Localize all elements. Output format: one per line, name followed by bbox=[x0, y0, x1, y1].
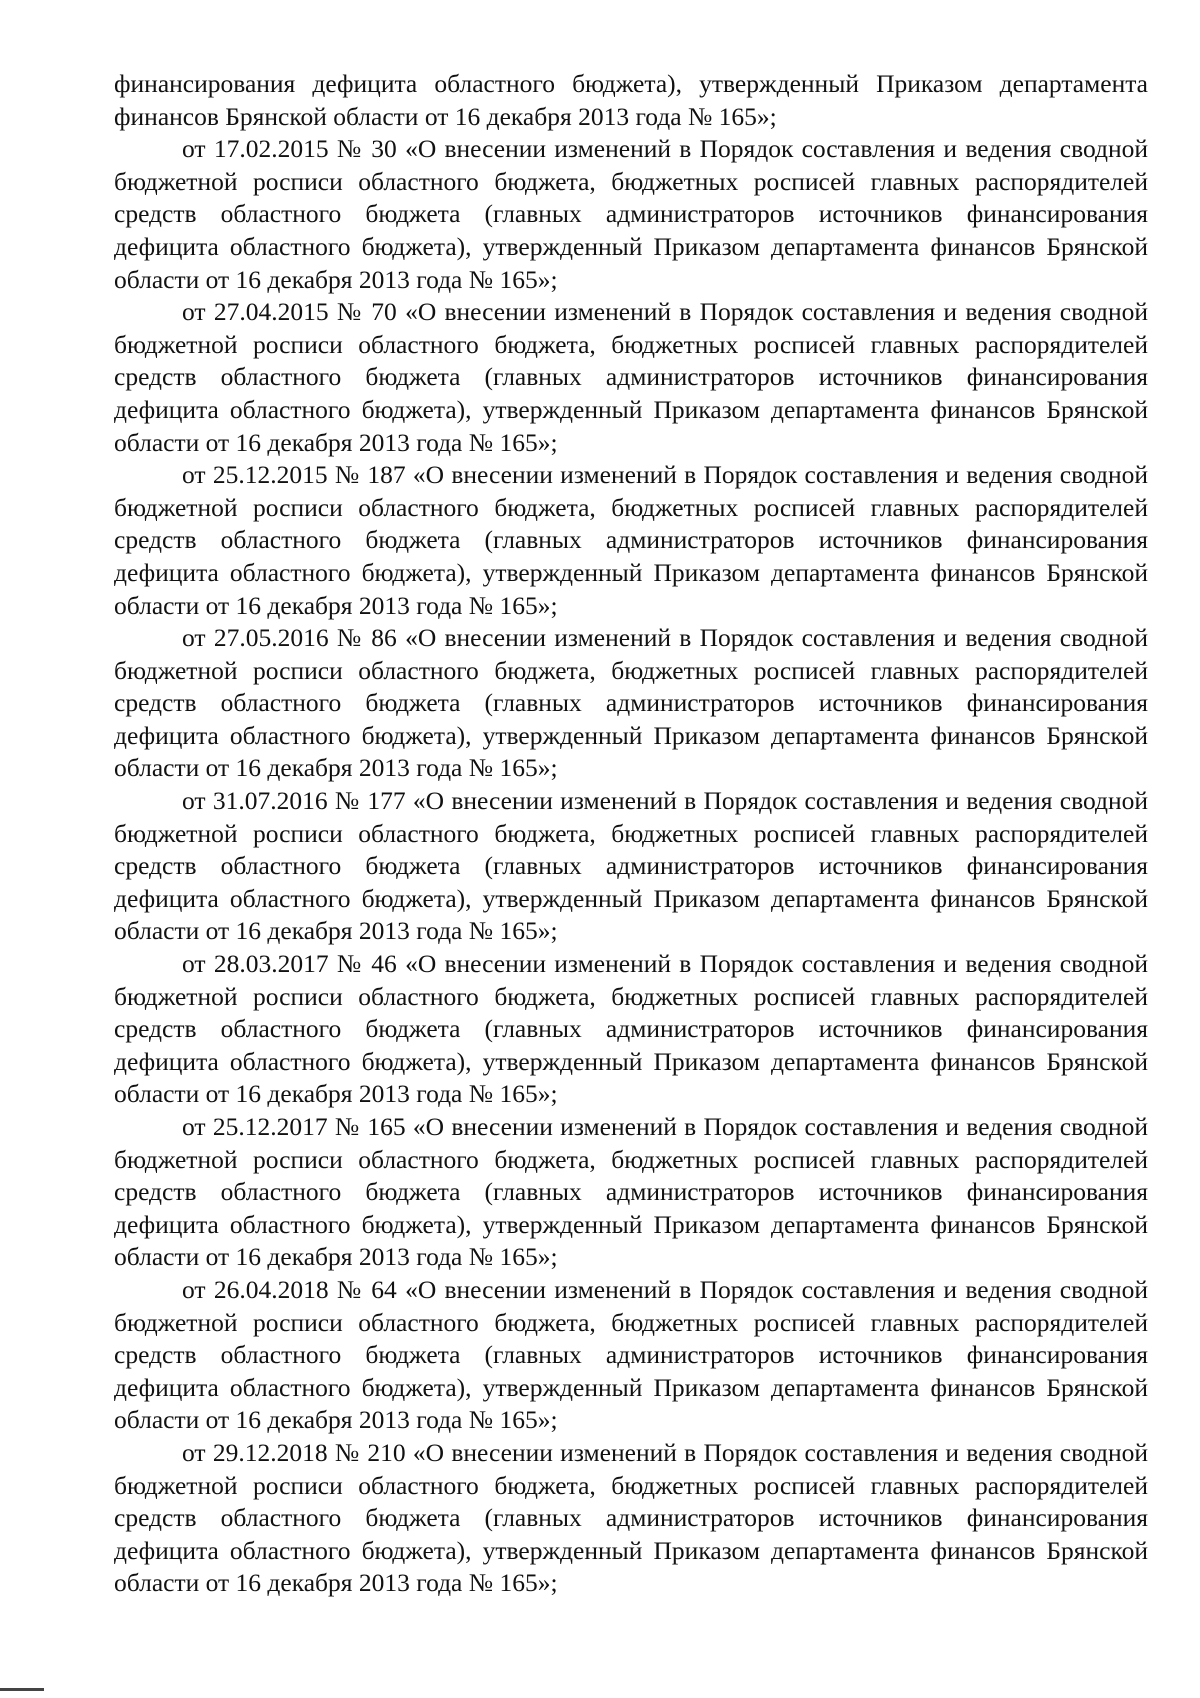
amendment-paragraph: от 27.05.2016 № 86 «О внесении изменений в Порядок составления и ведения сводной бюджетной росписи областного бюджета, бюджетных росписей главных распорядителей средств областного бюджета (главных администраторов источников финансирования дефицита областного бюджета), утвержденный Приказом департамента финансов Брянской области от 16 декабря 2013 года № 165»; bbox=[114, 623, 1148, 783]
continuation-paragraph: финансирования дефицита областного бюджета), утвержденный Приказом департамента финансов Брянской области от 16 декабря 2013 года № 165»; bbox=[114, 69, 1148, 131]
document-body bbox=[114, 68, 1148, 1600]
scan-edge-mark bbox=[0, 1688, 44, 1691]
amendment-paragraph: от 29.12.2018 № 210 «О внесении изменений в Порядок составления и ведения сводной бюджетной росписи областного бюджета, бюджетных росписей главных распорядителей средств областного бюджета (главных администраторов источников финансирования дефицита областного бюджета), утвержденный Приказом департамента финансов Брянской области от 16 декабря 2013 года № 165»; bbox=[114, 1437, 1148, 1598]
amendment-paragraph: от 17.02.2015 № 30 «О внесении изменений в Порядок составления и ведения сводной бюджетной росписи областного бюджета, бюджетных росписей главных распорядителей средств областного бюджета (главных администраторов источников финансирования дефицита областного бюджета), утвержденный Приказом департамента финансов Брянской области от 16 декабря 2013 года № 165»; bbox=[114, 134, 1148, 294]
amendment-paragraph: от 28.03.2017 № 46 «О внесении изменений в Порядок составления и ведения сводной бюджетной росписи областного бюджета, бюджетных росписей главных распорядителей средств областного бюджета (главных администраторов источников финансирования дефицита областного бюджета), утвержденный Приказом департамента финансов Брянской области от 16 декабря 2013 года № 165»; bbox=[114, 949, 1148, 1109]
amendment-paragraph: от 25.12.2017 № 165 «О внесении изменений в Порядок составления и ведения сводной бюджетной росписи областного бюджета, бюджетных росписей главных распорядителей средств областного бюджета (главных администраторов источников финансирования дефицита областного бюджета), утвержденный Приказом департамента финансов Брянской области от 16 декабря 2013 года № 165»; bbox=[114, 1112, 1148, 1272]
amendment-paragraph: от 26.04.2018 № 64 «О внесении изменений в Порядок составления и ведения сводной бюджетной росписи областного бюджета, бюджетных росписей главных распорядителей средств областного бюджета (главных администраторов источников финансирования дефицита областного бюджета), утвержденный Приказом департамента финансов Брянской области от 16 декабря 2013 года № 165»; bbox=[114, 1274, 1148, 1435]
amendment-paragraph: от 27.04.2015 № 70 «О внесении изменений в Порядок составления и ведения сводной бюджетной росписи областного бюджета, бюджетных росписей главных распорядителей средств областного бюджета (главных администраторов источников финансирования дефицита областного бюджета), утвержденный Приказом департамента финансов Брянской области от 16 декабря 2013 года № 165»; bbox=[114, 297, 1148, 457]
amendment-paragraph: от 25.12.2015 № 187 «О внесении изменений в Порядок составления и ведения сводной бюджетной росписи областного бюджета, бюджетных росписей главных распорядителей средств областного бюджета (главных администраторов источников финансирования дефицита областного бюджета), утвержденный Приказом департамента финансов Брянской области от 16 декабря 2013 года № 165»; bbox=[114, 460, 1148, 620]
amendment-paragraph: от 31.07.2016 № 177 «О внесении изменений в Порядок составления и ведения сводной бюджетной росписи областного бюджета, бюджетных росписей главных распорядителей средств областного бюджета (главных администраторов источников финансирования дефицита областного бюджета), утвержденный Приказом департамента финансов Брянской области от 16 декабря 2013 года № 165»; bbox=[114, 786, 1148, 946]
